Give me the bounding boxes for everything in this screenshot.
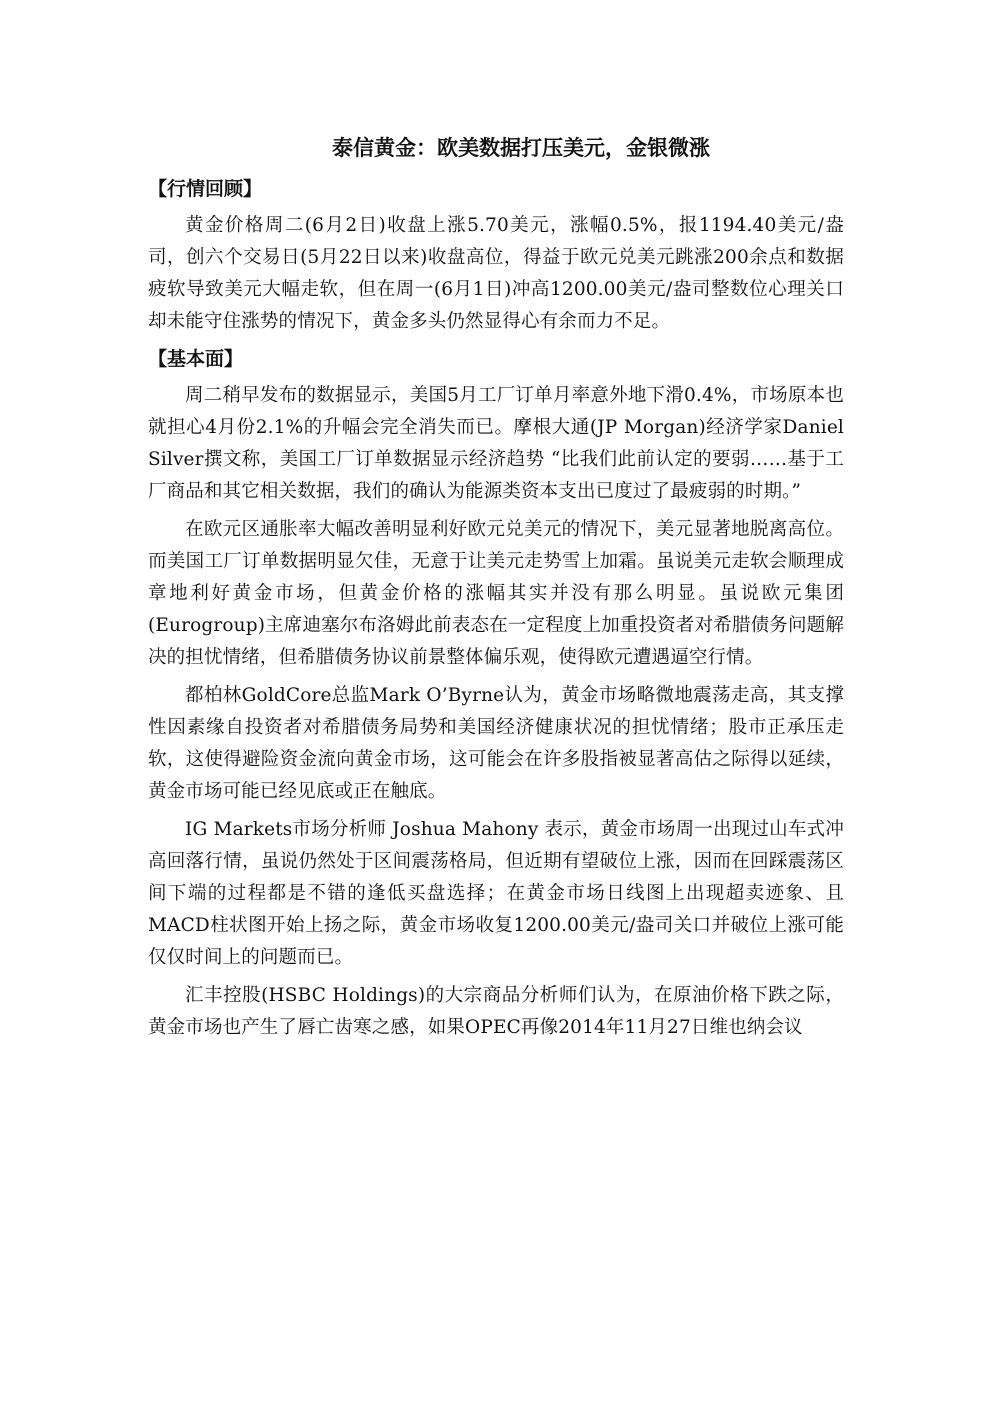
paragraph: 在欧元区通胀率大幅改善明显利好欧元兑美元的情况下，美元显著地脱离高位。而美国工厂订单数据明显欠佳，无意于让美元走势雪上加霜。虽说美元走软会顺理成章地利好黄金市场，但黄金价格的涨幅其实并没有那么明显。虽说欧元集团(Eurogroup)主席迪塞尔布洛姆此前表态在一定程度上加重投资者对希腊债务问题解决的担忧情绪，但希腊债务协议前景整体偏乐观，使得欧元遭遇逼空行情。 bbox=[148, 519, 844, 668]
paragraph: 都柏林GoldCore总监Mark O’Byrne认为，黄金市场略微地震荡走高，其支撑性因素缘自投资者对希腊债务局势和美国经济健康状况的担忧情绪；股市正承压走软，这使得避险资金流向黄金市场，这可能会在许多股指被显著高估之际得以延续，黄金市场可能已经见底或正在触底。 bbox=[148, 685, 844, 802]
paragraph: IG Markets市场分析师 Joshua Mahony 表示，黄金市场周一出现过山车式冲高回落行情，虽说仍然处于区间震荡格局，但近期有望破位上涨，因而在回踩震荡区间下端的过程都是不错的逢低买盘选择；在黄金市场日线图上出现超卖迹象、且MACD柱状图开始上扬之际，黄金市场收复1200.00美元/盎司关口并破位上涨可能仅仅时间上的问题而已。 bbox=[148, 819, 844, 968]
section-heading: 【行情回顾】 bbox=[148, 178, 263, 200]
section-heading: 【基本面】 bbox=[148, 348, 244, 370]
document-body bbox=[148, 128, 844, 1050]
paragraph: 黄金价格周二(6月2日)收盘上涨5.70美元，涨幅0.5%，报1194.40美元/盎司，创六个交易日(5月22日以来)收盘高位，得益于欧元兑美元跳涨200余点和数据疲软导致美元大幅走软，但在周一(6月1日)冲高1200.00美元/盎司整数位心理关口却未能守住涨势的情况下，黄金多头仍然显得心有余而力不足。 bbox=[148, 215, 844, 332]
paragraph: 周二稍早发布的数据显示，美国5月工厂订单月率意外地下滑0.4%，市场原本也就担心4月份2.1%的升幅会完全消失而已。摩根大通(JP Morgan)经济学家Daniel Silver撰文称，美国工厂订单数据显示经济趋势 “比我们此前认定的要弱……基于工厂商品和其它相关数据，我们的确认为能源类资本支出已度过了最疲弱的时期。” bbox=[148, 385, 844, 502]
paragraph: 汇丰控股(HSBC Holdings)的大宗商品分析师们认为，在原油价格下跌之际，黄金市场也产生了唇亡齿寒之感，如果OPEC再像2014年11月27日维也纳会议 bbox=[148, 985, 844, 1038]
document-title: 泰信黄金：欧美数据打压美元，金银微涨 bbox=[332, 136, 710, 160]
section-fundamentals bbox=[148, 344, 844, 1044]
section-market-review bbox=[148, 174, 844, 338]
